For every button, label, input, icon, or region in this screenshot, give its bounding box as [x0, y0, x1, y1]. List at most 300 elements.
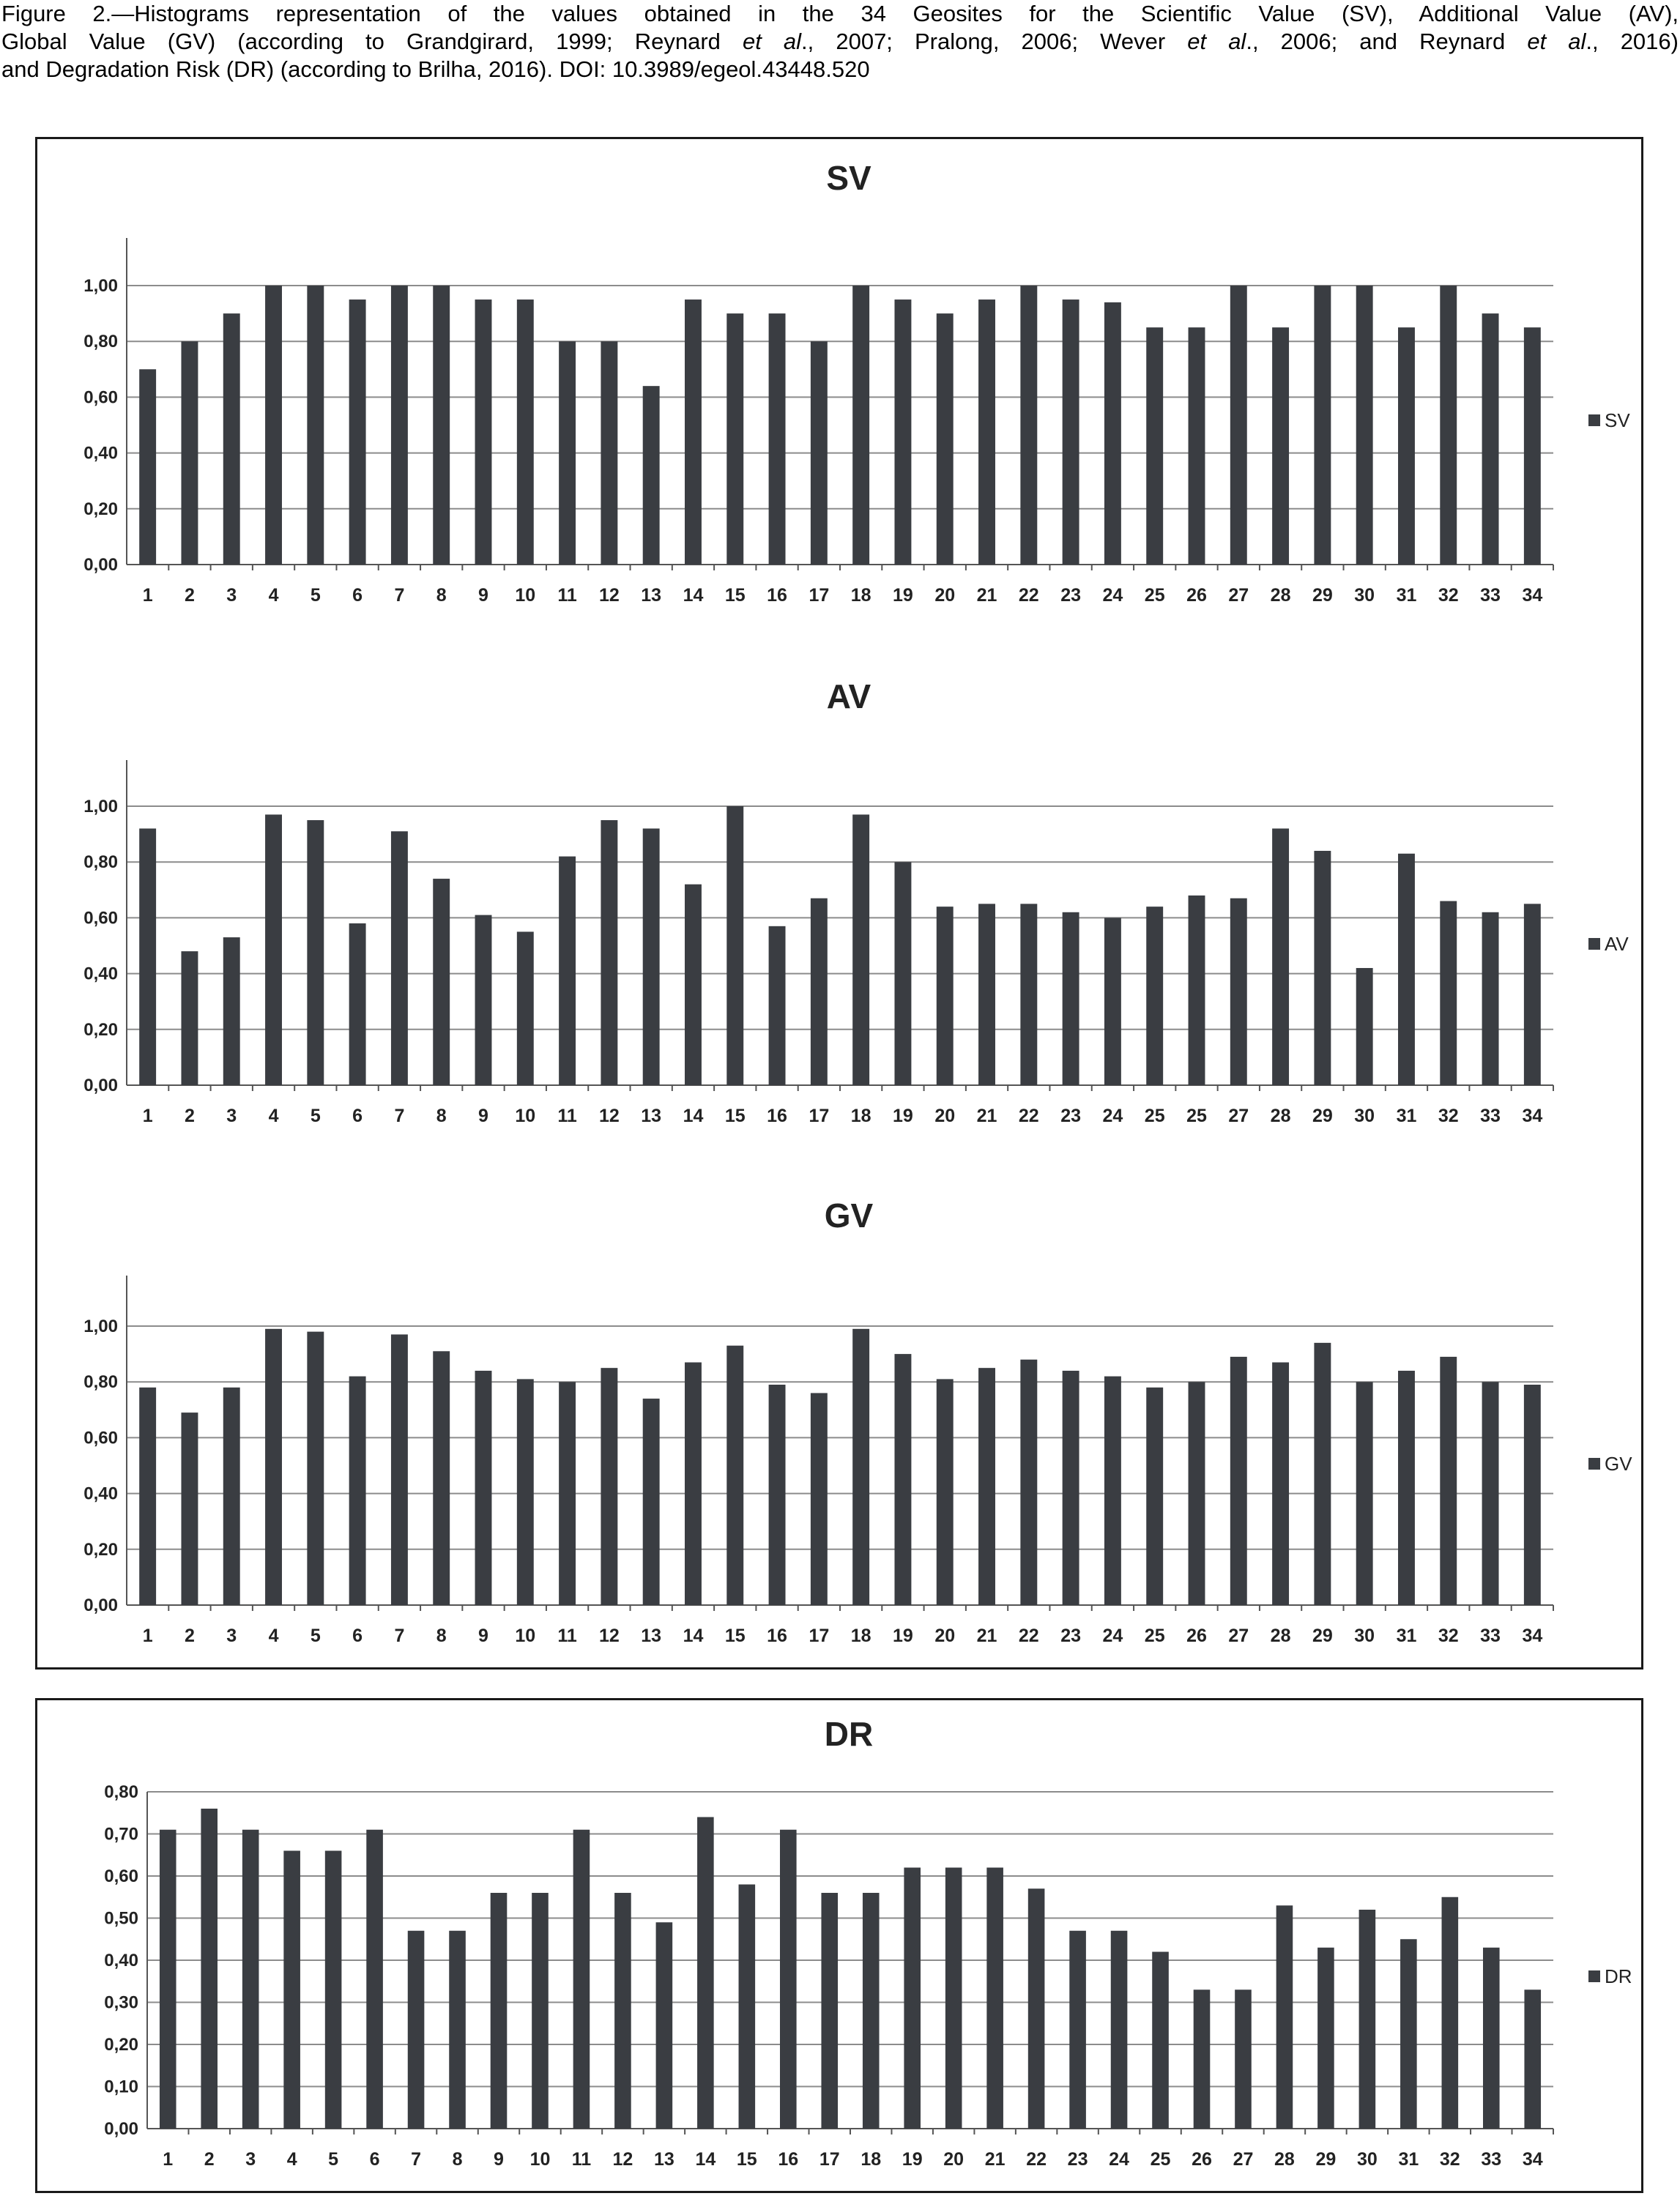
x-tick-label: 4 — [286, 2149, 297, 2170]
bar-dr-5 — [325, 1851, 342, 2129]
x-tick-label: 10 — [515, 585, 536, 606]
bar-av-23 — [1063, 912, 1079, 1085]
bar-sv-29 — [1314, 286, 1331, 565]
x-tick-label: 14 — [683, 1626, 704, 1646]
bar-gv-20 — [937, 1379, 954, 1605]
bar-av-15 — [726, 806, 743, 1085]
bar-sv-17 — [811, 341, 828, 565]
charts-panel-sv-av-gv — [35, 137, 1643, 1670]
x-tick-label: 27 — [1228, 1626, 1249, 1646]
legend-label: AV — [1605, 933, 1629, 955]
x-tick-label: 17 — [809, 1106, 830, 1126]
bar-sv-23 — [1063, 299, 1079, 565]
x-tick-label: 31 — [1396, 1626, 1417, 1646]
x-tick-label: 18 — [850, 585, 871, 606]
x-tick-label: 22 — [1018, 1626, 1039, 1646]
bar-gv-9 — [475, 1371, 492, 1605]
x-tick-label: 23 — [1067, 2149, 1088, 2170]
bar-gv-27 — [1230, 1357, 1247, 1605]
caption-line-3: and Degradation Risk (DR) (according to Brilha, 2016). DOI: 10.3989/egeol.43448.520 — [1, 56, 870, 82]
bar-dr-9 — [491, 1893, 508, 2129]
x-tick-label: 25 — [1144, 1106, 1165, 1126]
x-tick-label: 9 — [478, 585, 488, 606]
bar-dr-12 — [614, 1893, 631, 2129]
y-tick-label: 0,80 — [83, 1372, 118, 1393]
x-tick-label: 9 — [478, 1106, 488, 1126]
bar-sv-24 — [1104, 302, 1121, 565]
bar-sv-9 — [475, 299, 492, 565]
x-tick-label: 5 — [310, 1106, 321, 1126]
legend-av — [1588, 933, 1629, 955]
x-tick-label: 32 — [1439, 2149, 1460, 2170]
bar-av-1 — [139, 828, 156, 1085]
x-tick-label: 25 — [1144, 1626, 1165, 1646]
legend-label: GV — [1605, 1453, 1632, 1475]
legend-swatch — [1588, 414, 1600, 426]
x-tick-label: 2 — [184, 1626, 195, 1646]
bar-sv-20 — [937, 313, 954, 565]
x-tick-label: 34 — [1522, 2149, 1543, 2170]
x-tick-label: 3 — [226, 1626, 237, 1646]
x-tick-label: 32 — [1438, 1106, 1459, 1126]
bar-sv-22 — [1020, 286, 1037, 565]
x-tick-label: 25 — [1144, 585, 1165, 606]
chart-title-av: AV — [826, 677, 871, 715]
bar-sv-12 — [601, 341, 617, 565]
bar-av-12 — [601, 820, 617, 1085]
bar-av-27 — [1230, 898, 1247, 1085]
chart-dr — [104, 1715, 1632, 2170]
bar-dr-3 — [242, 1830, 259, 2129]
x-tick-label: 13 — [641, 1106, 662, 1126]
x-tick-label: 2 — [204, 2149, 215, 2170]
bar-dr-17 — [821, 1893, 838, 2129]
bar-sv-11 — [559, 341, 576, 565]
bar-av-9 — [475, 915, 492, 1085]
x-tick-label: 34 — [1522, 585, 1543, 606]
bar-sv-5 — [307, 286, 324, 565]
x-tick-label: 29 — [1312, 1626, 1333, 1646]
x-tick-label: 5 — [310, 585, 321, 606]
x-tick-label: 34 — [1522, 1626, 1543, 1646]
x-tick-label: 23 — [1060, 585, 1082, 606]
x-tick-label: 19 — [902, 2149, 923, 2170]
bar-av-28 — [1272, 828, 1289, 1085]
x-tick-label: 3 — [245, 2149, 256, 2170]
x-tick-label: 28 — [1270, 1626, 1291, 1646]
x-tick-label: 2 — [184, 585, 195, 606]
bar-gv-33 — [1482, 1382, 1499, 1605]
x-tick-label: 29 — [1315, 2149, 1337, 2170]
bar-av-22 — [1020, 904, 1037, 1085]
chart-title-dr: DR — [824, 1715, 874, 1753]
x-tick-label: 2 — [184, 1106, 195, 1126]
x-tick-label: 14 — [695, 2149, 716, 2170]
x-tick-label: 13 — [641, 1626, 662, 1646]
bar-sv-14 — [685, 299, 702, 565]
x-tick-label: 27 — [1228, 1106, 1249, 1126]
x-tick-label: 34 — [1522, 1106, 1543, 1126]
bar-av-16 — [769, 926, 786, 1085]
x-tick-label: 12 — [612, 2149, 633, 2170]
x-tick-label: 17 — [819, 2149, 840, 2170]
bar-dr-11 — [573, 1830, 590, 2129]
bar-gv-31 — [1398, 1371, 1415, 1605]
x-tick-label: 8 — [436, 585, 447, 606]
y-tick-label: 0,40 — [83, 964, 118, 984]
bar-dr-21 — [986, 1868, 1003, 2129]
x-tick-label: 22 — [1018, 1106, 1039, 1126]
bar-sv-27 — [1230, 286, 1247, 565]
x-tick-label: 25 — [1186, 1106, 1207, 1126]
bar-gv-14 — [685, 1363, 702, 1605]
bar-dr-16 — [780, 1830, 797, 2129]
bar-dr-14 — [697, 1817, 714, 2129]
bar-sv-18 — [852, 286, 869, 565]
legend-swatch — [1588, 938, 1600, 950]
y-tick-label: 0,60 — [83, 387, 118, 408]
x-tick-label: 33 — [1481, 2149, 1502, 2170]
y-tick-label: 0,00 — [83, 555, 118, 575]
x-tick-label: 6 — [369, 2149, 380, 2170]
legend-sv — [1588, 409, 1630, 431]
bar-dr-34 — [1524, 1990, 1541, 2129]
x-tick-label: 14 — [683, 1106, 704, 1126]
y-tick-label: 0,80 — [104, 1782, 138, 1802]
x-tick-label: 1 — [142, 585, 153, 606]
x-tick-label: 18 — [861, 2149, 882, 2170]
bar-gv-7 — [391, 1334, 408, 1605]
bar-av-25 — [1146, 907, 1163, 1085]
bar-av-10 — [517, 931, 534, 1085]
x-tick-label: 24 — [1102, 585, 1123, 606]
bar-av-19 — [894, 862, 911, 1085]
x-tick-label: 5 — [328, 2149, 339, 2170]
x-tick-label: 32 — [1438, 1626, 1459, 1646]
bar-sv-33 — [1482, 313, 1499, 565]
x-tick-label: 21 — [984, 2149, 1006, 2170]
bar-av-5 — [307, 820, 324, 1085]
y-tick-label: 0,00 — [104, 2119, 138, 2139]
x-tick-label: 18 — [850, 1626, 871, 1646]
bar-dr-20 — [945, 1868, 962, 2129]
x-tick-label: 16 — [767, 1106, 787, 1126]
y-tick-label: 0,20 — [83, 1019, 118, 1040]
x-tick-label: 17 — [809, 1626, 830, 1646]
x-tick-label: 9 — [478, 1626, 488, 1646]
y-tick-label: 0,50 — [104, 1908, 138, 1929]
x-tick-label: 20 — [934, 585, 956, 606]
x-tick-label: 30 — [1354, 585, 1375, 606]
bar-sv-30 — [1356, 286, 1373, 565]
x-tick-label: 11 — [571, 2149, 592, 2170]
charts-svg-sv-av-gv — [37, 139, 1641, 1667]
figure-caption — [1, 0, 1679, 83]
y-tick-label: 0,80 — [83, 852, 118, 873]
x-tick-label: 30 — [1354, 1106, 1375, 1126]
bar-gv-21 — [978, 1368, 995, 1605]
x-tick-label: 28 — [1270, 1106, 1291, 1126]
y-tick-label: 0,20 — [83, 499, 118, 519]
bar-dr-15 — [739, 1885, 756, 2129]
x-tick-label: 28 — [1270, 585, 1291, 606]
bar-av-31 — [1398, 854, 1415, 1085]
bar-gv-6 — [349, 1377, 366, 1605]
bar-dr-19 — [904, 1868, 921, 2129]
bar-gv-8 — [433, 1351, 450, 1605]
bar-sv-28 — [1272, 327, 1289, 565]
bar-av-29 — [1314, 851, 1331, 1085]
x-tick-label: 19 — [893, 1106, 913, 1126]
bar-dr-22 — [1028, 1888, 1045, 2129]
x-tick-label: 20 — [934, 1106, 956, 1126]
bar-av-7 — [391, 831, 408, 1085]
x-tick-label: 26 — [1192, 2149, 1212, 2170]
x-tick-label: 33 — [1480, 585, 1501, 606]
bar-av-18 — [852, 814, 869, 1085]
x-tick-label: 30 — [1354, 1626, 1375, 1646]
x-tick-label: 4 — [268, 1626, 279, 1646]
x-tick-label: 8 — [436, 1106, 447, 1126]
bar-dr-26 — [1194, 1990, 1211, 2129]
legend-gv — [1588, 1453, 1632, 1475]
x-tick-label: 14 — [683, 585, 704, 606]
x-tick-label: 15 — [724, 1106, 746, 1126]
chart-title-sv: SV — [826, 159, 871, 197]
bar-gv-3 — [223, 1388, 240, 1605]
bar-av-11 — [559, 857, 576, 1085]
x-tick-label: 20 — [934, 1626, 956, 1646]
bar-sv-31 — [1398, 327, 1415, 565]
bar-sv-26 — [1189, 327, 1205, 565]
y-tick-label: 0,40 — [83, 443, 118, 464]
x-tick-label: 19 — [893, 585, 913, 606]
x-tick-label: 9 — [494, 2149, 504, 2170]
caption-line-2: Global Value (GV) (according to Grandgirard, 1999; Reynard et al., 2007; Pralong, 2006; Wever et al., 2006; and Reynard et al., 2016) — [1, 29, 1679, 54]
bar-sv-2 — [181, 341, 198, 565]
bar-gv-13 — [643, 1399, 660, 1605]
x-tick-label: 24 — [1109, 2149, 1129, 2170]
y-tick-label: 0,20 — [104, 2035, 138, 2055]
bar-gv-17 — [811, 1393, 828, 1605]
bar-av-24 — [1104, 918, 1121, 1085]
x-tick-label: 3 — [226, 1106, 237, 1126]
bar-dr-8 — [449, 1931, 466, 2129]
x-tick-label: 12 — [598, 1626, 620, 1646]
x-tick-label: 18 — [850, 1106, 871, 1126]
bar-sv-16 — [769, 313, 786, 565]
bar-av-33 — [1482, 912, 1499, 1085]
bar-gv-29 — [1314, 1343, 1331, 1605]
x-tick-label: 17 — [809, 585, 830, 606]
y-tick-label: 0,10 — [104, 2077, 138, 2097]
bar-dr-13 — [656, 1922, 673, 2129]
bar-dr-1 — [160, 1830, 176, 2129]
x-tick-label: 22 — [1018, 585, 1039, 606]
bar-sv-21 — [978, 299, 995, 565]
x-tick-label: 33 — [1480, 1626, 1501, 1646]
x-tick-label: 33 — [1480, 1106, 1501, 1126]
bar-gv-2 — [181, 1412, 198, 1605]
x-tick-label: 20 — [943, 2149, 964, 2170]
x-tick-label: 27 — [1233, 2149, 1254, 2170]
x-tick-label: 16 — [778, 2149, 799, 2170]
x-tick-label: 28 — [1274, 2149, 1295, 2170]
x-tick-label: 10 — [529, 2149, 551, 2170]
x-tick-label: 6 — [352, 1626, 363, 1646]
chart-sv — [83, 159, 1630, 606]
bar-gv-16 — [769, 1385, 786, 1605]
x-tick-label: 21 — [976, 1106, 997, 1126]
y-tick-label: 1,00 — [83, 276, 118, 296]
bar-sv-1 — [139, 369, 156, 565]
x-tick-label: 15 — [724, 1626, 746, 1646]
x-tick-label: 5 — [310, 1626, 321, 1646]
bar-dr-33 — [1483, 1948, 1500, 2129]
y-tick-label: 0,60 — [83, 908, 118, 928]
bar-gv-32 — [1440, 1357, 1457, 1605]
y-tick-label: 0,70 — [104, 1824, 138, 1845]
x-tick-label: 7 — [394, 585, 405, 606]
bar-dr-30 — [1359, 1910, 1376, 2129]
bar-sv-15 — [726, 313, 743, 565]
y-tick-label: 0,60 — [83, 1428, 118, 1448]
bar-sv-19 — [894, 299, 911, 565]
bar-dr-2 — [201, 1809, 218, 2129]
bar-dr-25 — [1152, 1952, 1169, 2129]
x-tick-label: 11 — [557, 1626, 577, 1646]
bar-dr-29 — [1317, 1948, 1334, 2129]
x-tick-label: 16 — [767, 585, 787, 606]
legend-swatch — [1588, 1970, 1600, 1982]
bar-gv-19 — [894, 1354, 911, 1605]
bar-sv-7 — [391, 286, 408, 565]
x-tick-label: 21 — [976, 1626, 997, 1646]
chart-av — [83, 677, 1629, 1126]
bar-dr-31 — [1400, 1939, 1417, 2129]
x-tick-label: 11 — [557, 1106, 577, 1126]
x-tick-label: 26 — [1186, 1626, 1207, 1646]
x-tick-label: 15 — [724, 585, 746, 606]
x-tick-label: 11 — [557, 585, 577, 606]
bar-gv-34 — [1524, 1385, 1541, 1605]
caption-line-1: Figure 2.—Histograms representation of the values obtained in the 34 Geosites for the Scientific Value (SV), Additional Value (AV), — [1, 1, 1679, 26]
chart-panel-dr — [35, 1698, 1643, 2193]
bar-av-3 — [223, 937, 240, 1085]
chart-gv — [83, 1196, 1632, 1646]
bar-dr-10 — [532, 1893, 549, 2129]
bar-sv-8 — [433, 286, 450, 565]
x-tick-label: 23 — [1060, 1106, 1082, 1126]
y-tick-label: 0,60 — [104, 1866, 138, 1886]
x-tick-label: 16 — [767, 1626, 787, 1646]
bar-sv-6 — [349, 299, 366, 565]
y-tick-label: 0,40 — [104, 1951, 138, 1970]
x-tick-label: 3 — [226, 585, 237, 606]
bar-dr-24 — [1111, 1931, 1128, 2129]
y-tick-label: 0,80 — [83, 332, 118, 352]
bar-gv-28 — [1272, 1363, 1289, 1605]
bar-av-20 — [937, 907, 954, 1085]
x-tick-label: 7 — [411, 2149, 422, 2170]
bar-gv-24 — [1104, 1377, 1121, 1605]
x-tick-label: 8 — [452, 2149, 463, 2170]
bar-av-8 — [433, 879, 450, 1085]
x-tick-label: 13 — [641, 585, 662, 606]
bar-av-21 — [978, 904, 995, 1085]
bar-dr-28 — [1276, 1905, 1293, 2129]
x-tick-label: 6 — [352, 1106, 363, 1126]
chart-svg-dr — [37, 1700, 1641, 2191]
bar-av-13 — [643, 828, 660, 1085]
bar-gv-23 — [1063, 1371, 1079, 1605]
x-tick-label: 15 — [736, 2149, 757, 2170]
bar-av-25 — [1189, 896, 1205, 1085]
bar-gv-22 — [1020, 1360, 1037, 1605]
x-tick-label: 1 — [163, 2149, 174, 2170]
bar-gv-18 — [852, 1329, 869, 1605]
y-tick-label: 1,00 — [83, 1317, 118, 1336]
x-tick-label: 31 — [1396, 585, 1417, 606]
bar-gv-5 — [307, 1332, 324, 1605]
x-tick-label: 26 — [1186, 585, 1207, 606]
x-tick-label: 13 — [653, 2149, 674, 2170]
legend-dr — [1588, 1965, 1632, 1987]
bar-dr-27 — [1235, 1990, 1252, 2129]
x-tick-label: 6 — [352, 585, 363, 606]
bar-gv-10 — [517, 1379, 534, 1605]
bar-gv-26 — [1189, 1382, 1205, 1605]
bar-gv-15 — [726, 1346, 743, 1605]
x-tick-label: 12 — [598, 1106, 620, 1126]
bar-dr-32 — [1442, 1897, 1459, 2129]
legend-label: SV — [1605, 409, 1630, 431]
x-tick-label: 10 — [515, 1106, 536, 1126]
y-tick-label: 0,40 — [83, 1484, 118, 1504]
x-tick-label: 24 — [1102, 1106, 1123, 1126]
bar-sv-4 — [265, 286, 282, 565]
x-tick-label: 4 — [268, 585, 279, 606]
bar-av-30 — [1356, 968, 1373, 1085]
bar-gv-12 — [601, 1368, 617, 1605]
bar-av-6 — [349, 923, 366, 1085]
x-tick-label: 29 — [1312, 1106, 1333, 1126]
x-tick-label: 7 — [394, 1626, 405, 1646]
x-tick-label: 31 — [1398, 2149, 1419, 2170]
bar-gv-1 — [139, 1388, 156, 1605]
x-tick-label: 19 — [893, 1626, 913, 1646]
chart-title-gv: GV — [824, 1196, 874, 1235]
x-tick-label: 21 — [976, 585, 997, 606]
y-tick-label: 1,00 — [83, 797, 118, 816]
bar-dr-6 — [366, 1830, 383, 2129]
x-tick-label: 12 — [598, 585, 620, 606]
bar-sv-10 — [517, 299, 534, 565]
bar-sv-34 — [1524, 327, 1541, 565]
bar-av-17 — [811, 898, 828, 1085]
bar-dr-23 — [1069, 1931, 1086, 2129]
bar-sv-25 — [1146, 327, 1163, 565]
x-tick-label: 1 — [142, 1626, 153, 1646]
bar-av-2 — [181, 951, 198, 1085]
x-tick-label: 24 — [1102, 1626, 1123, 1646]
bar-av-34 — [1524, 904, 1541, 1085]
legend-swatch — [1588, 1458, 1600, 1470]
bar-gv-4 — [265, 1329, 282, 1605]
bar-sv-13 — [643, 386, 660, 565]
x-tick-label: 1 — [142, 1106, 153, 1126]
bar-dr-4 — [283, 1851, 300, 2129]
